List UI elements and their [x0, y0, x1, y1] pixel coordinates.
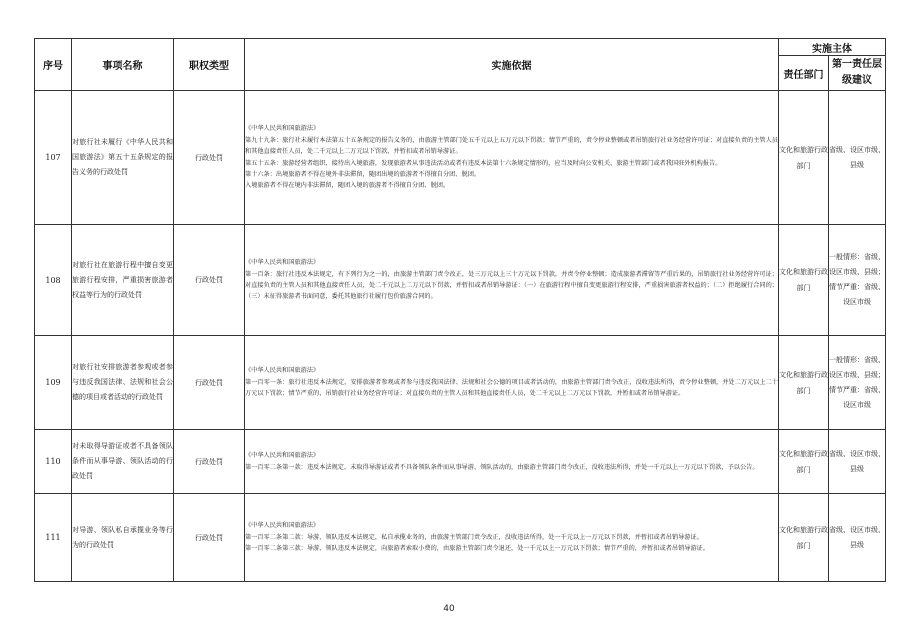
header-level: 第一责任层级建议 — [829, 56, 886, 91]
basis-line: 《中华人民共和国旅游法》 — [245, 522, 320, 530]
item-name: 对旅行社在旅游行程中擅自变更旅游行程安排，严重损害旅游者权益等行为的行政处罚 — [72, 225, 174, 336]
item-name: 对旅行社安排旅游者参观或者参与违反我国法律、法规和社会公德的项目或者活动的行政处罚 — [72, 336, 174, 430]
table-row — [35, 336, 886, 430]
responsibility-level: 省级、设区市级、县级 — [829, 91, 886, 225]
legal-basis — [245, 336, 779, 430]
header-authority-type: 职权类型 — [174, 39, 245, 91]
basis-line: 第一百零一条：旅行社违反本法规定，安排旅游者参观或者参与违反我国法律、法规和社会公德的项目或者活动的，由旅游主管部门责令改正，没收违法所得，责令停业整顿，并处二万元以上二十万元以下罚款；情节严重的，吊销旅行社业务经营许可证；对直接负责的主管人员和其他直接责任人员，处二千元以上二万元以下罚款，并暂扣或者吊销导游证。 — [245, 378, 778, 398]
header-subject: 实施主体 — [779, 39, 886, 56]
header-row-top — [35, 39, 886, 56]
basis-line: 《中华人民共和国旅游法》 — [245, 259, 320, 267]
basis-line: 《中华人民共和国旅游法》 — [245, 367, 320, 375]
row-number: 107 — [35, 91, 72, 225]
legal-basis — [245, 494, 779, 582]
row-number: 110 — [35, 430, 72, 494]
item-name: 对旅行社未履行《中华人民共和国旅游法》第五十五条规定的报告义务的行政处罚 — [72, 91, 174, 225]
row-number: 108 — [35, 225, 72, 336]
responsibility-level: 一般情形：省级、设区市级、县级；情节严重：省级、设区市级 — [829, 225, 886, 336]
basis-line: 第一百零二条第一款：违反本法规定，未取得导游证或者不具备领队条件而从事导游、领队活动的，由旅游主管部门责令改正，没收违法所得，并处一千元以上一万元以下罚款，予以公告。 — [245, 463, 759, 471]
basis-line: 第一百条：旅行社违反本法规定，有下列行为之一的，由旅游主管部门责令改正，处三万元以上三十万元以下罚款，并责令停业整顿；造成旅游者滞留等严重后果的，吊销旅行社业务经营许可证；对直接负责的主管人员和其他直接责任人员，处二千元以上二万元以下罚款，并暂扣或者吊销导游证：（一）在旅游行程中擅自变更旅游行程安排，严重损害旅游者权益的；（二）拒绝履行合同的；（三）未征得旅游者书面同意，委托其他旅行社履行包价旅游合同的。 — [245, 270, 778, 301]
basis-line: 入境旅游者不得在境内非法滞留，随团入境的旅游者不得擅自分团、脱团。 — [245, 182, 450, 190]
table-row — [35, 91, 886, 225]
basis-line: 第一百零二条第三款：导游、领队违反本法规定，向旅游者索取小费的，由旅游主管部门责令退还，处一千元以上一万元以下罚款；情节严重的，并暂扣或者吊销导游证。 — [245, 545, 710, 553]
header-item-name: 事项名称 — [72, 39, 174, 91]
responsible-dept: 文化和旅游行政部门 — [779, 91, 829, 225]
responsible-dept: 文化和旅游行政部门 — [779, 336, 829, 430]
basis-line: 《中华人民共和国旅游法》 — [245, 125, 320, 133]
page-number: 40 — [443, 604, 455, 614]
table-row — [35, 225, 886, 336]
responsibility-level: 一般情形：省级、设区市级、县级；情节严重：省级、设区市级 — [829, 336, 886, 430]
basis-line: 第五十五条：旅游经营者组织、接待出入境旅游，发现旅游者从事违法活动或者有违反本法第十六条规定情形的，应当及时向公安机关、旅游主管部门或者我国驻外机构报告。 — [245, 159, 722, 167]
legal-basis — [245, 91, 779, 225]
basis-line: 第十六条：出境旅游者不得在境外非法滞留，随团出境的旅游者不得擅自分团、脱团。 — [245, 170, 481, 178]
authority-type: 行政处罚 — [174, 430, 245, 494]
legal-basis — [245, 225, 779, 336]
row-number: 111 — [35, 494, 72, 582]
responsible-dept: 文化和旅游行政部门 — [779, 225, 829, 336]
authority-type: 行政处罚 — [174, 225, 245, 336]
basis-line: 第九十九条：旅行社未履行本法第五十五条规定的报告义务的，由旅游主管部门处五千元以上五万元以下罚款；情节严重的，责令停业整顿或者吊销旅行社业务经营许可证；对直接负责的主管人员和其他直接责任人员，处二千元以上二万元以下罚款，并暂扣或者吊销导游证。 — [245, 136, 778, 156]
responsible-dept: 文化和旅游行政部门 — [779, 430, 829, 494]
responsible-dept: 文化和旅游行政部门 — [779, 494, 829, 582]
responsibility-level: 省级、设区市级、县级 — [829, 494, 886, 582]
basis-line: 第一百零二条第二款：导游、领队违反本法规定，私自承揽业务的，由旅游主管部门责令改正，没收违法所得，处一千元以上一万元以下罚款，并暂扣或者吊销导游证。 — [245, 533, 703, 541]
header-dept: 责任部门 — [779, 56, 829, 91]
legal-basis — [245, 430, 779, 494]
table-row — [35, 430, 886, 494]
authority-type: 行政处罚 — [174, 336, 245, 430]
header-basis: 实施依据 — [245, 39, 779, 91]
item-name: 对导游、领队私自承揽业务等行为的行政处罚 — [72, 494, 174, 582]
item-name: 对未取得导游证或者不具备领队条件而从事导游、领队活动的行政处罚 — [72, 430, 174, 494]
authority-type: 行政处罚 — [174, 91, 245, 225]
enforcement-table — [34, 38, 886, 582]
authority-type: 行政处罚 — [174, 494, 245, 582]
table-row — [35, 494, 886, 582]
row-number: 109 — [35, 336, 72, 430]
basis-line: 《中华人民共和国旅游法》 — [245, 452, 320, 460]
responsibility-level: 省级、设区市级、县级 — [829, 430, 886, 494]
header-seq: 序号 — [35, 39, 72, 91]
